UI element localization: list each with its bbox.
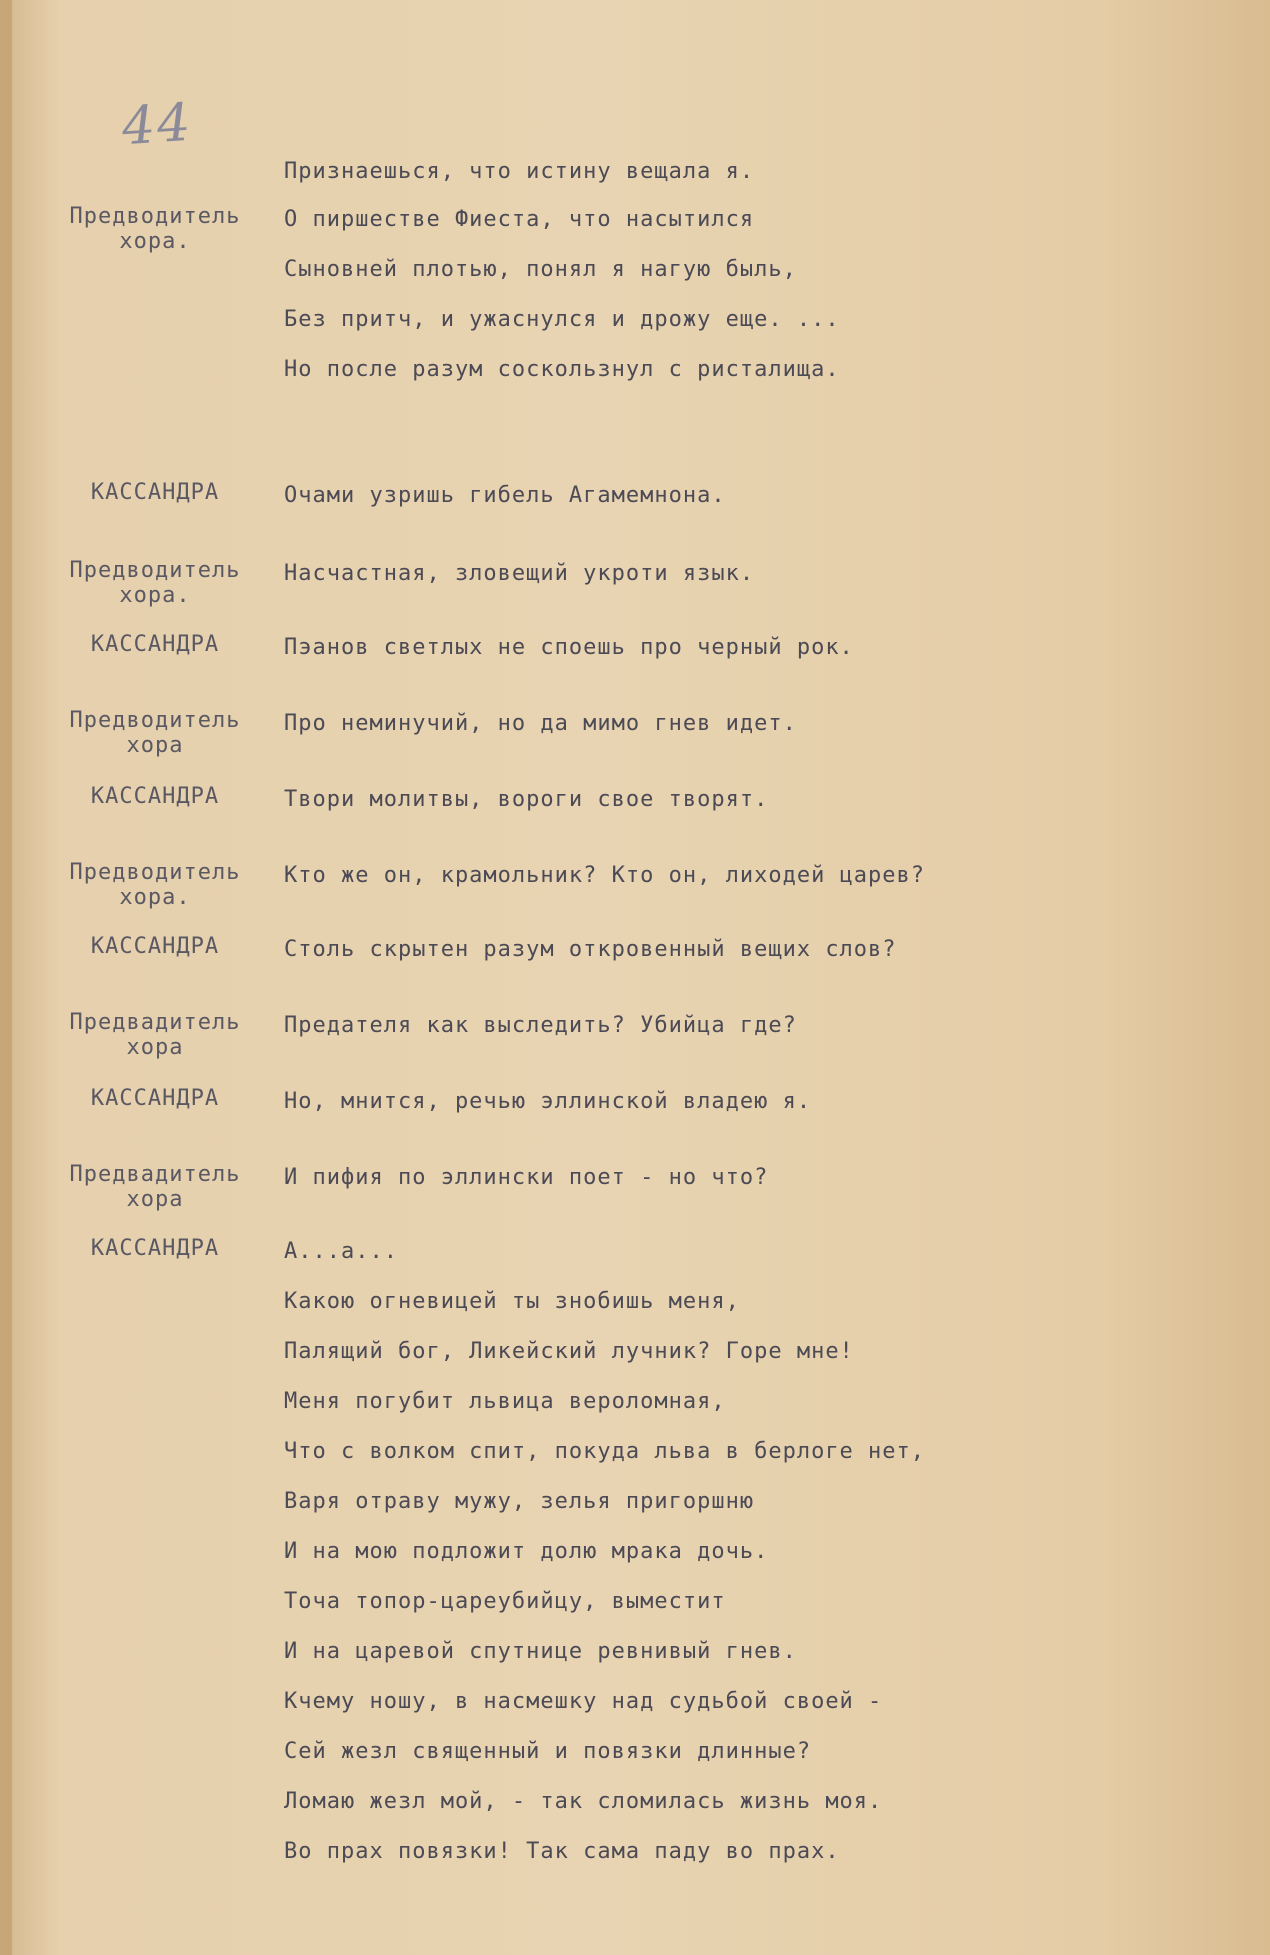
verse-line: Но, мнится, речью эллинской владею я. (284, 1089, 812, 1114)
speaker-name: КАССАНДРА (90, 934, 220, 959)
verse-lines (284, 204, 1244, 404)
speaker-label (50, 934, 260, 959)
speaker-name: Предводитель (69, 558, 241, 583)
verse-lines (284, 784, 1244, 834)
verse-line: Палящий бог, Ликейский лучник? Горе мне! (284, 1339, 854, 1364)
speaker-name: КАССАНДРА (90, 480, 220, 505)
speaker-label (50, 632, 260, 657)
speaker-name-cont: хора (126, 733, 184, 758)
verse-line: Признаешься, что истину вещала я. (284, 159, 755, 184)
speaker-name-cont: хора (126, 1035, 184, 1060)
verse-line: И на царевой спутнице ревнивый гнев. (284, 1639, 797, 1664)
verse-line: Меня погубит львица вероломная, (284, 1389, 726, 1414)
speaker-name: Предвадитель (69, 1162, 241, 1187)
speaker-name: Предводитель (69, 204, 241, 229)
verse-line: И на мою подложит долю мрака дочь. (284, 1539, 769, 1564)
speaker-label (50, 1236, 260, 1261)
verse-lines (284, 1162, 1244, 1212)
verse-line: Кто же он, крамольник? Кто он, лиходей царев? (284, 863, 926, 888)
speaker-label (50, 708, 260, 758)
speaker-name-cont: хора. (119, 885, 191, 910)
verse-line: А...а... (284, 1239, 398, 1264)
verse-lines (284, 480, 1244, 530)
speaker-label (50, 1086, 260, 1111)
verse-line: Сей жезл священный и повязки длинные? (284, 1739, 812, 1764)
verse-line: Во прах повязки! Так сама паду во прах. (284, 1839, 840, 1864)
verse-line: Предателя как выследить? Убийца где? (284, 1013, 797, 1038)
verse-lines (284, 934, 1244, 984)
page-number: 44 (119, 92, 195, 158)
verse-lines (284, 1086, 1244, 1136)
verse-line: Столь скрытен разум откровенный вещих слов? (284, 937, 897, 962)
speaker-name-cont: хора (126, 1187, 184, 1212)
verse-line: Сыновней плотью, понял я нагую быль, (284, 257, 797, 282)
verse-line: Очами узришь гибель Агамемнона. (284, 483, 726, 508)
speaker-label (50, 558, 260, 608)
speaker-name-cont: хора. (119, 583, 191, 608)
speaker-name: Предводитель (69, 708, 241, 733)
speaker-name: КАССАНДРА (90, 784, 220, 809)
speaker-label (50, 1162, 260, 1212)
speaker-name: Предвадитель (69, 1010, 241, 1035)
verse-line: Что с волком спит, покуда льва в берлоге нет, (284, 1439, 926, 1464)
verse-lines (284, 156, 1244, 206)
verse-lines (284, 632, 1244, 682)
verse-line: Насчастная, зловещий укроти язык. (284, 561, 755, 586)
verse-lines (284, 1236, 1244, 1886)
speaker-name: Предводитель (69, 860, 241, 885)
verse-lines (284, 708, 1244, 758)
speaker-name-cont: хора. (119, 229, 191, 254)
verse-line: Без притч, и ужаснулся и дрожу еще. ... (284, 307, 840, 332)
speaker-label (50, 784, 260, 809)
verse-line: Ломаю жезл мой, - так сломилась жизнь моя. (284, 1789, 883, 1814)
verse-line: Пэанов светлых не споешь про черный рок. (284, 635, 854, 660)
verse-lines (284, 558, 1244, 608)
speaker-label (50, 1010, 260, 1060)
speaker-label (50, 480, 260, 505)
speaker-label (50, 860, 260, 910)
speaker-name: КАССАНДРА (90, 1086, 220, 1111)
verse-line: Кчему ношу, в насмешку над судьбой своей - (284, 1689, 883, 1714)
verse-lines (284, 860, 1244, 910)
verse-line: Твори молитвы, вороги свое творят. (284, 787, 769, 812)
verse-lines (284, 1010, 1244, 1060)
verse-line: Варя отраву мужу, зелья пригоршню (284, 1489, 755, 1514)
speaker-name: КАССАНДРА (90, 632, 220, 657)
verse-line: Но после разум соскользнул с ристалища. (284, 357, 840, 382)
verse-line: О пиршестве Фиеста, что насытился (284, 207, 755, 232)
verse-line: Про неминучий, но да мимо гнев идет. (284, 711, 797, 736)
speaker-name: КАССАНДРА (90, 1236, 220, 1261)
verse-line: И пифия по эллински поет - но что? (284, 1165, 769, 1190)
verse-line: Точа топор-цареубийцу, выместит (284, 1589, 726, 1614)
speaker-label (50, 204, 260, 254)
verse-line: Какою огневицей ты знобишь меня, (284, 1289, 740, 1314)
